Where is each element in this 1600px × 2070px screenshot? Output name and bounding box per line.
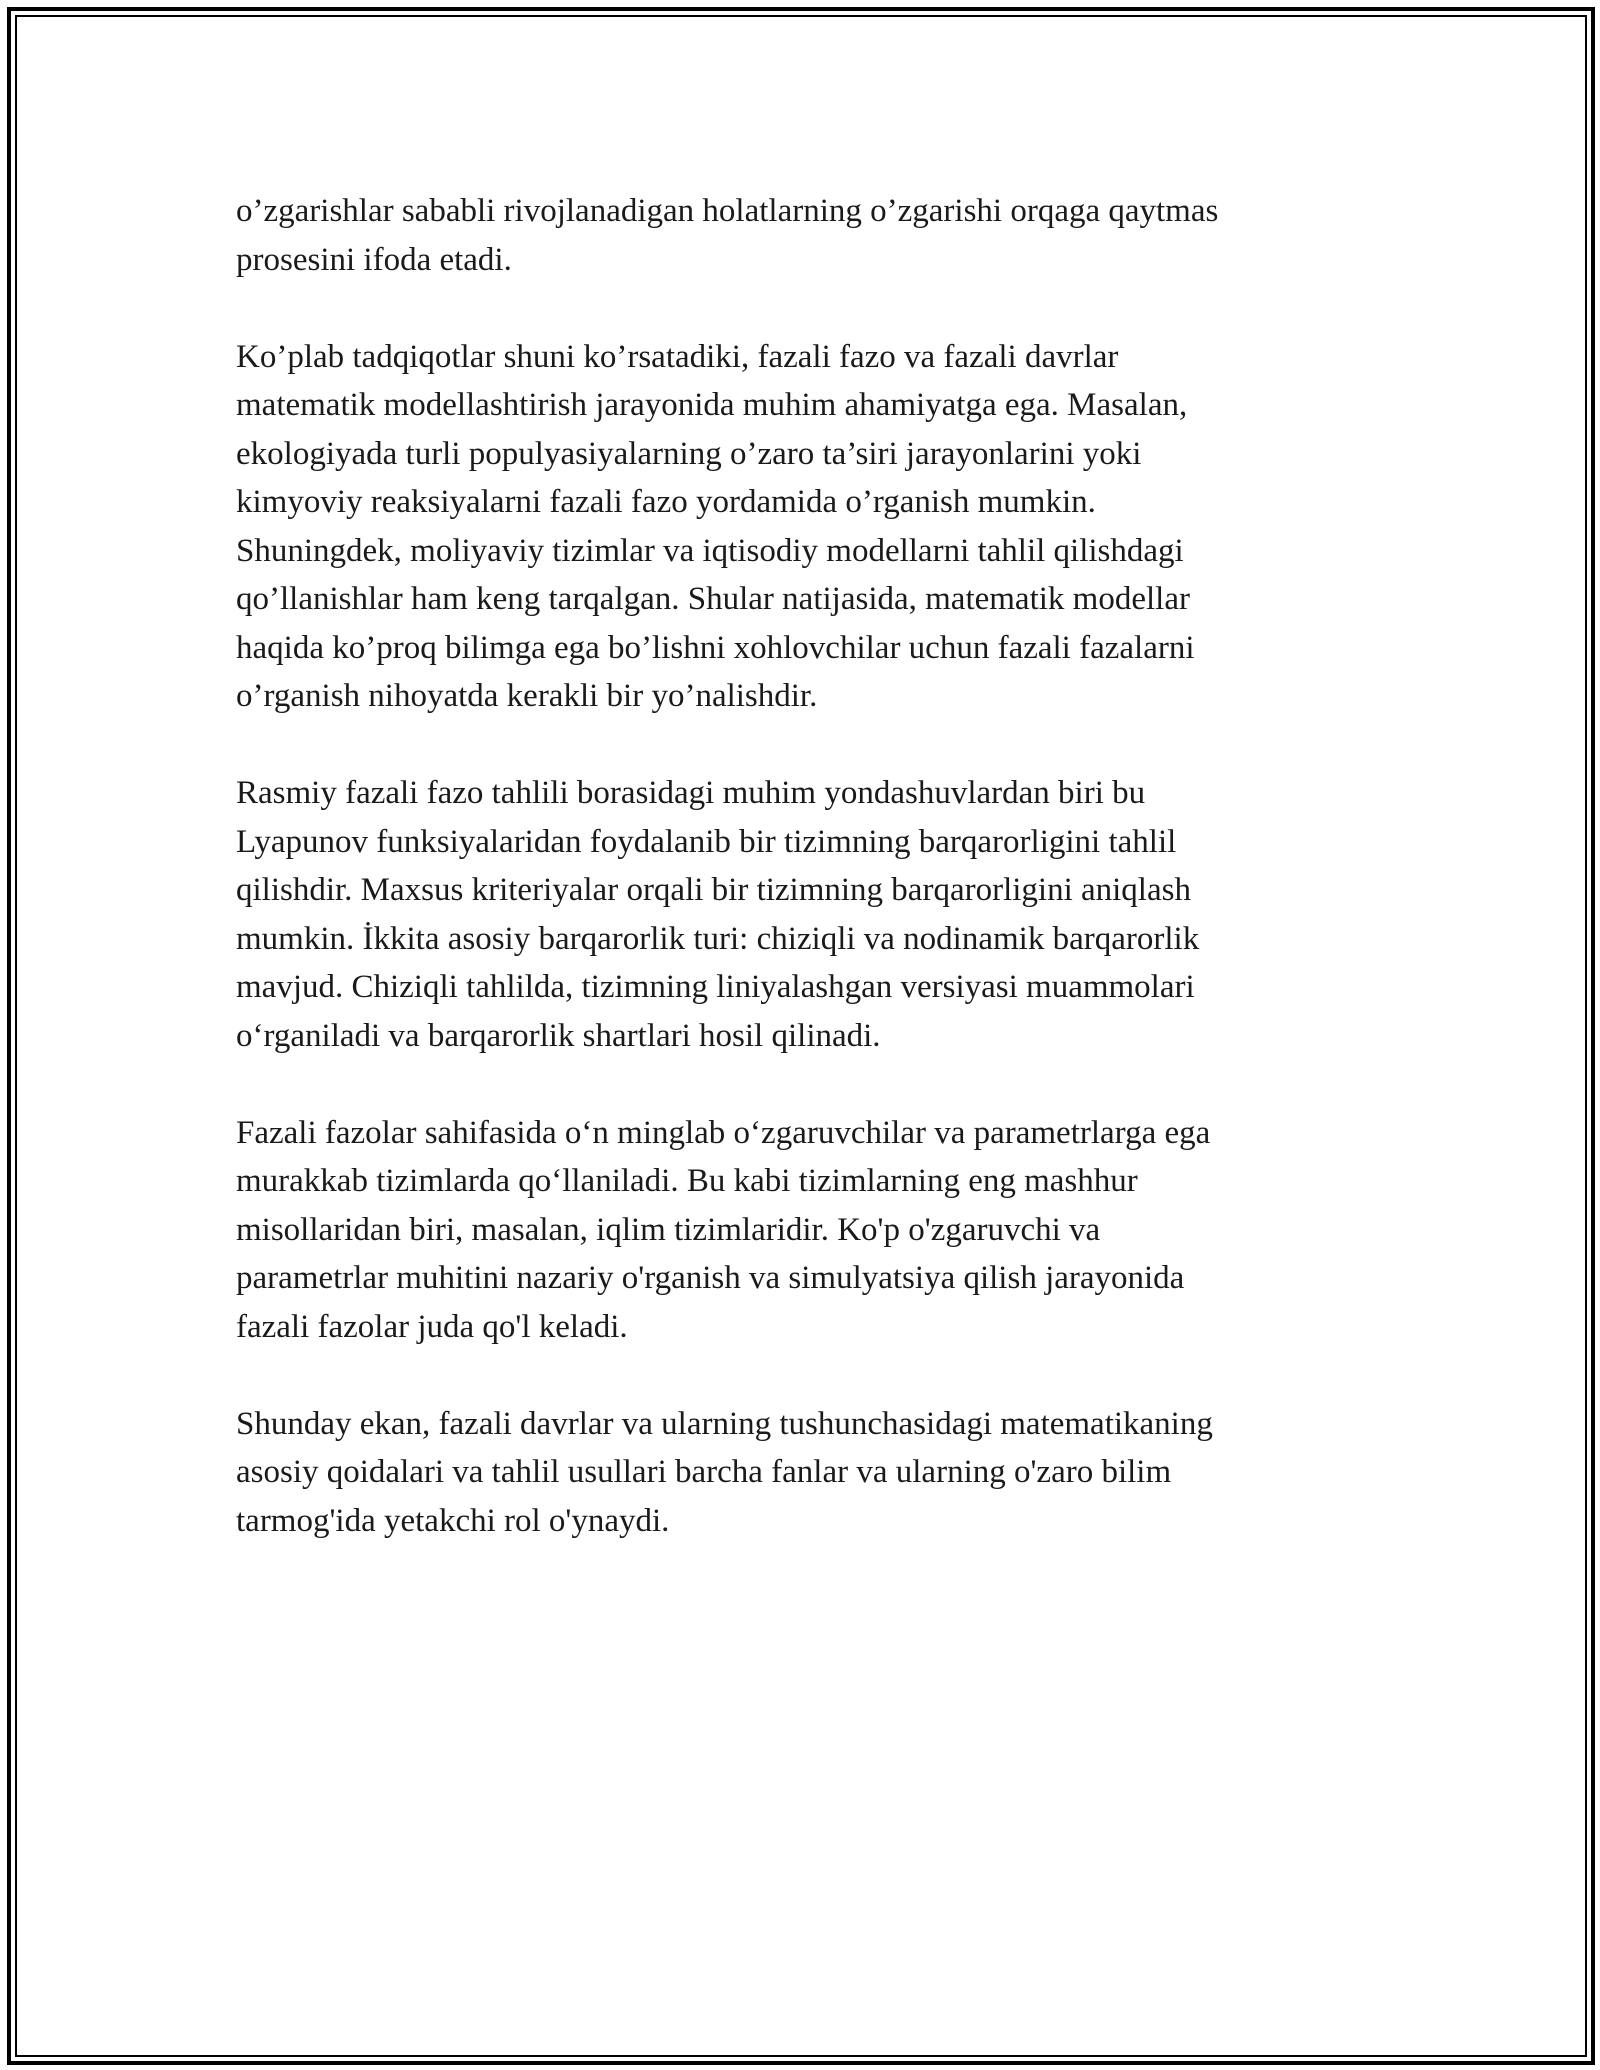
paragraph-1: o’zgarishlar sababli rivojlanadigan holatlarning o’zgarishi orqaga qaytmas prosesini ifoda etadi. [236, 193, 1219, 278]
document-body [236, 187, 1366, 1545]
paragraph-2: Ko’plab tadqiqotlar shuni ko’rsatadiki, fazali fazo va fazali davrlar matematik modellashtirish jarayonida muhim ahamiyatga ega. Masalan, ekologiyada turli populyasiyalarning o’zaro ta’siri jarayonlarini yoki kimyoviy reaksiyalarni fazali fazo yordamida o’rganish mumkin. Shuningdek, moliyaviy tizimlar va iqtisodiy modellarni tahlil qilishdagi qo’llanishlar ham keng tarqalgan. Shular natijasida, matematik modellar haqida ko’proq bilimga ega bo’lishni xohlovchilar uchun fazali fazalarni o’rganish nihoyatda kerakli bir yo’nalishdir. [236, 338, 1195, 714]
paragraph-4: Fazali fazolar sahifasida o‘n minglab o‘zgaruvchilar va parametrlarga ega murakkab tizimlarda qo‘llaniladi. Bu kabi tizimlarning eng mashhur misollaridan biri, masalan, iqlim tizimlaridir. Ko'p o'zgaruvchi va parametrlar muhitini nazariy o'rganish va simulyatsiya qilish jarayonida fazali fazolar juda qo'l keladi. [236, 1114, 1211, 1345]
paragraph-5: Shunday ekan, fazali davrlar va ularning tushunchasidagi matematikaning asosiy qoidalari va tahlil usullari barcha fanlar va ularning o'zaro bilim tarmog'ida yetakchi rol o'ynaydi. [236, 1405, 1213, 1539]
paragraph-3: Rasmiy fazali fazo tahlili borasidagi muhim yondashuvlardan biri bu Lyapunov funksiyalaridan foydalanib bir tizimning barqarorligini tahlil qilishdir. Maxsus kriteriyalar orqali bir tizimning barqarorligini aniqlash mumkin. İkkita asosiy barqarorlik turi: chiziqli va nodinamik barqarorlik mavjud. Chiziqli tahlilda, tizimning liniyalashgan versiyasi muammolari o‘rganiladi va barqarorlik shartlari hosil qilinadi. [236, 775, 1200, 1054]
